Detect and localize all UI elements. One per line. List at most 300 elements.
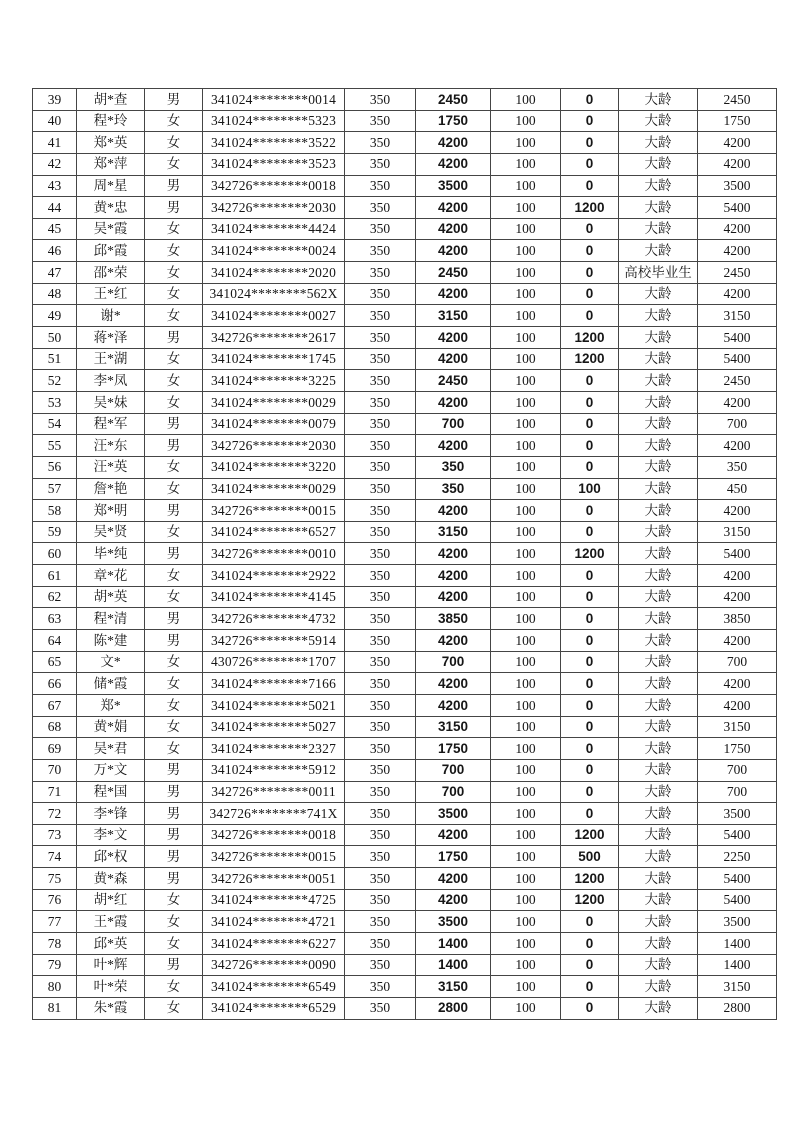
total-amount-cell: 1750: [698, 110, 777, 132]
subsidy-amount-cell: 350: [416, 478, 491, 500]
total-amount-cell: 4200: [698, 132, 777, 154]
name-cell: 吴*妹: [77, 391, 145, 413]
fee-amount-cell: 100: [491, 153, 561, 175]
category-cell: 大龄: [619, 391, 698, 413]
row-number-cell: 41: [33, 132, 77, 154]
gender-cell: 女: [145, 391, 203, 413]
fee-amount-cell: 100: [491, 651, 561, 673]
category-cell: 大龄: [619, 110, 698, 132]
fee-amount-cell: 100: [491, 132, 561, 154]
fee-amount-cell: 100: [491, 976, 561, 998]
base-amount-cell: 350: [345, 153, 416, 175]
id-number-cell: 341024********6527: [203, 521, 345, 543]
row-number-cell: 64: [33, 630, 77, 652]
table-row: [33, 500, 777, 522]
gender-cell: 男: [145, 435, 203, 457]
subsidy-amount-cell: 1750: [416, 110, 491, 132]
extra-subsidy-cell: 1200: [561, 197, 619, 219]
total-amount-cell: 3850: [698, 608, 777, 630]
fee-amount-cell: 100: [491, 543, 561, 565]
gender-cell: 女: [145, 240, 203, 262]
total-amount-cell: 4200: [698, 218, 777, 240]
base-amount-cell: 350: [345, 197, 416, 219]
category-cell: 大龄: [619, 543, 698, 565]
subsidy-amount-cell: 700: [416, 781, 491, 803]
subsidy-amount-cell: 4200: [416, 543, 491, 565]
fee-amount-cell: 100: [491, 500, 561, 522]
id-number-cell: 341024********1745: [203, 348, 345, 370]
gender-cell: 女: [145, 586, 203, 608]
row-number-cell: 65: [33, 651, 77, 673]
fee-amount-cell: 100: [491, 630, 561, 652]
id-number-cell: 341024********4145: [203, 586, 345, 608]
fee-amount-cell: 100: [491, 478, 561, 500]
extra-subsidy-cell: 1200: [561, 868, 619, 890]
extra-subsidy-cell: 0: [561, 521, 619, 543]
category-cell: 大龄: [619, 478, 698, 500]
base-amount-cell: 350: [345, 218, 416, 240]
total-amount-cell: 2450: [698, 89, 777, 111]
row-number-cell: 78: [33, 932, 77, 954]
extra-subsidy-cell: 0: [561, 954, 619, 976]
category-cell: 大龄: [619, 521, 698, 543]
id-number-cell: 342726********0018: [203, 824, 345, 846]
subsidy-amount-cell: 4200: [416, 132, 491, 154]
base-amount-cell: 350: [345, 327, 416, 349]
id-number-cell: 342726********4732: [203, 608, 345, 630]
id-number-cell: 341024********3523: [203, 153, 345, 175]
total-amount-cell: 1400: [698, 954, 777, 976]
fee-amount-cell: 100: [491, 197, 561, 219]
table-row: [33, 132, 777, 154]
base-amount-cell: 350: [345, 911, 416, 933]
base-amount-cell: 350: [345, 586, 416, 608]
subsidy-amount-cell: 700: [416, 759, 491, 781]
subsidy-amount-cell: 4200: [416, 240, 491, 262]
category-cell: 大龄: [619, 716, 698, 738]
fee-amount-cell: 100: [491, 997, 561, 1019]
base-amount-cell: 350: [345, 954, 416, 976]
category-cell: 大龄: [619, 673, 698, 695]
extra-subsidy-cell: 100: [561, 478, 619, 500]
extra-subsidy-cell: 0: [561, 305, 619, 327]
table-row: [33, 738, 777, 760]
total-amount-cell: 700: [698, 651, 777, 673]
fee-amount-cell: 100: [491, 846, 561, 868]
name-cell: 汪*英: [77, 456, 145, 478]
id-number-cell: 430726********1707: [203, 651, 345, 673]
category-cell: 大龄: [619, 456, 698, 478]
table-row: [33, 586, 777, 608]
extra-subsidy-cell: 0: [561, 630, 619, 652]
id-number-cell: 341024********5323: [203, 110, 345, 132]
gender-cell: 女: [145, 932, 203, 954]
fee-amount-cell: 100: [491, 305, 561, 327]
base-amount-cell: 350: [345, 240, 416, 262]
row-number-cell: 44: [33, 197, 77, 219]
extra-subsidy-cell: 0: [561, 413, 619, 435]
category-cell: 大龄: [619, 889, 698, 911]
table-row: [33, 197, 777, 219]
fee-amount-cell: 100: [491, 240, 561, 262]
id-number-cell: 341024********0029: [203, 478, 345, 500]
category-cell: 大龄: [619, 824, 698, 846]
total-amount-cell: 3500: [698, 803, 777, 825]
name-cell: 周*星: [77, 175, 145, 197]
gender-cell: 男: [145, 824, 203, 846]
base-amount-cell: 350: [345, 543, 416, 565]
fee-amount-cell: 100: [491, 824, 561, 846]
subsidy-amount-cell: 3150: [416, 716, 491, 738]
subsidy-amount-cell: 4200: [416, 348, 491, 370]
row-number-cell: 74: [33, 846, 77, 868]
fee-amount-cell: 100: [491, 738, 561, 760]
subsidy-amount-cell: 350: [416, 456, 491, 478]
total-amount-cell: 5400: [698, 868, 777, 890]
category-cell: 大龄: [619, 413, 698, 435]
table-row: [33, 868, 777, 890]
row-number-cell: 77: [33, 911, 77, 933]
gender-cell: 女: [145, 976, 203, 998]
name-cell: 万*文: [77, 759, 145, 781]
gender-cell: 女: [145, 911, 203, 933]
row-number-cell: 50: [33, 327, 77, 349]
id-number-cell: 341024********6549: [203, 976, 345, 998]
base-amount-cell: 350: [345, 565, 416, 587]
subsidy-amount-cell: 4200: [416, 673, 491, 695]
id-number-cell: 342726********0011: [203, 781, 345, 803]
table-row: [33, 673, 777, 695]
id-number-cell: 341024********4721: [203, 911, 345, 933]
subsidy-table: [32, 88, 777, 1020]
fee-amount-cell: 100: [491, 716, 561, 738]
name-cell: 叶*辉: [77, 954, 145, 976]
gender-cell: 女: [145, 348, 203, 370]
total-amount-cell: 450: [698, 478, 777, 500]
fee-amount-cell: 100: [491, 89, 561, 111]
row-number-cell: 54: [33, 413, 77, 435]
row-number-cell: 40: [33, 110, 77, 132]
gender-cell: 男: [145, 327, 203, 349]
category-cell: 大龄: [619, 218, 698, 240]
name-cell: 黄*森: [77, 868, 145, 890]
extra-subsidy-cell: 0: [561, 781, 619, 803]
subsidy-amount-cell: 4200: [416, 868, 491, 890]
name-cell: 黄*娟: [77, 716, 145, 738]
row-number-cell: 53: [33, 391, 77, 413]
row-number-cell: 46: [33, 240, 77, 262]
name-cell: 叶*荣: [77, 976, 145, 998]
id-number-cell: 342726********0090: [203, 954, 345, 976]
total-amount-cell: 700: [698, 759, 777, 781]
row-number-cell: 70: [33, 759, 77, 781]
subsidy-amount-cell: 4200: [416, 565, 491, 587]
subsidy-amount-cell: 2450: [416, 89, 491, 111]
gender-cell: 女: [145, 153, 203, 175]
table-row: [33, 305, 777, 327]
extra-subsidy-cell: 0: [561, 132, 619, 154]
total-amount-cell: 3150: [698, 305, 777, 327]
id-number-cell: 342726********0015: [203, 846, 345, 868]
subsidy-amount-cell: 4200: [416, 630, 491, 652]
gender-cell: 男: [145, 500, 203, 522]
name-cell: 汪*东: [77, 435, 145, 457]
table-row: [33, 630, 777, 652]
id-number-cell: 341024********2922: [203, 565, 345, 587]
table-row: [33, 543, 777, 565]
fee-amount-cell: 100: [491, 370, 561, 392]
row-number-cell: 48: [33, 283, 77, 305]
name-cell: 储*霞: [77, 673, 145, 695]
table-row: [33, 110, 777, 132]
id-number-cell: 341024********5021: [203, 694, 345, 716]
table-row: [33, 283, 777, 305]
total-amount-cell: 4200: [698, 283, 777, 305]
extra-subsidy-cell: 0: [561, 175, 619, 197]
row-number-cell: 58: [33, 500, 77, 522]
base-amount-cell: 350: [345, 348, 416, 370]
name-cell: 邵*荣: [77, 262, 145, 284]
extra-subsidy-cell: 1200: [561, 348, 619, 370]
name-cell: 陈*建: [77, 630, 145, 652]
subsidy-amount-cell: 4200: [416, 391, 491, 413]
category-cell: 大龄: [619, 240, 698, 262]
id-number-cell: 341024********3220: [203, 456, 345, 478]
total-amount-cell: 3150: [698, 521, 777, 543]
base-amount-cell: 350: [345, 391, 416, 413]
extra-subsidy-cell: 0: [561, 435, 619, 457]
row-number-cell: 52: [33, 370, 77, 392]
id-number-cell: 342726********5914: [203, 630, 345, 652]
gender-cell: 女: [145, 370, 203, 392]
total-amount-cell: 1400: [698, 932, 777, 954]
total-amount-cell: 5400: [698, 327, 777, 349]
fee-amount-cell: 100: [491, 868, 561, 890]
fee-amount-cell: 100: [491, 110, 561, 132]
gender-cell: 男: [145, 630, 203, 652]
subsidy-amount-cell: 700: [416, 651, 491, 673]
base-amount-cell: 350: [345, 175, 416, 197]
category-cell: 大龄: [619, 305, 698, 327]
total-amount-cell: 4200: [698, 391, 777, 413]
name-cell: 王*霞: [77, 911, 145, 933]
category-cell: 大龄: [619, 738, 698, 760]
category-cell: 大龄: [619, 911, 698, 933]
subsidy-amount-cell: 3150: [416, 976, 491, 998]
base-amount-cell: 350: [345, 608, 416, 630]
id-number-cell: 341024********2020: [203, 262, 345, 284]
subsidy-amount-cell: 1400: [416, 954, 491, 976]
category-cell: 高校毕业生: [619, 262, 698, 284]
table-row: [33, 89, 777, 111]
extra-subsidy-cell: 0: [561, 283, 619, 305]
name-cell: 程*玲: [77, 110, 145, 132]
fee-amount-cell: 100: [491, 565, 561, 587]
extra-subsidy-cell: 0: [561, 262, 619, 284]
category-cell: 大龄: [619, 89, 698, 111]
table-row: [33, 327, 777, 349]
id-number-cell: 341024********5027: [203, 716, 345, 738]
base-amount-cell: 350: [345, 889, 416, 911]
base-amount-cell: 350: [345, 283, 416, 305]
category-cell: 大龄: [619, 435, 698, 457]
category-cell: 大龄: [619, 846, 698, 868]
subsidy-amount-cell: 3850: [416, 608, 491, 630]
row-number-cell: 80: [33, 976, 77, 998]
gender-cell: 女: [145, 218, 203, 240]
fee-amount-cell: 100: [491, 954, 561, 976]
id-number-cell: 341024********0027: [203, 305, 345, 327]
base-amount-cell: 350: [345, 673, 416, 695]
subsidy-amount-cell: 4200: [416, 435, 491, 457]
base-amount-cell: 350: [345, 759, 416, 781]
gender-cell: 女: [145, 997, 203, 1019]
id-number-cell: 342726********2030: [203, 435, 345, 457]
gender-cell: 女: [145, 673, 203, 695]
extra-subsidy-cell: 0: [561, 997, 619, 1019]
id-number-cell: 342726********0010: [203, 543, 345, 565]
total-amount-cell: 3150: [698, 976, 777, 998]
base-amount-cell: 350: [345, 803, 416, 825]
extra-subsidy-cell: 0: [561, 673, 619, 695]
table-body: [33, 89, 777, 1020]
base-amount-cell: 350: [345, 738, 416, 760]
base-amount-cell: 350: [345, 500, 416, 522]
extra-subsidy-cell: 0: [561, 608, 619, 630]
name-cell: 吴*君: [77, 738, 145, 760]
gender-cell: 女: [145, 521, 203, 543]
category-cell: 大龄: [619, 175, 698, 197]
id-number-cell: 342726********2617: [203, 327, 345, 349]
row-number-cell: 42: [33, 153, 77, 175]
extra-subsidy-cell: 1200: [561, 543, 619, 565]
fee-amount-cell: 100: [491, 218, 561, 240]
fee-amount-cell: 100: [491, 803, 561, 825]
base-amount-cell: 350: [345, 630, 416, 652]
row-number-cell: 61: [33, 565, 77, 587]
gender-cell: 男: [145, 543, 203, 565]
table-row: [33, 911, 777, 933]
row-number-cell: 60: [33, 543, 77, 565]
extra-subsidy-cell: 0: [561, 716, 619, 738]
base-amount-cell: 350: [345, 716, 416, 738]
total-amount-cell: 1750: [698, 738, 777, 760]
row-number-cell: 45: [33, 218, 77, 240]
total-amount-cell: 700: [698, 781, 777, 803]
gender-cell: 女: [145, 565, 203, 587]
base-amount-cell: 350: [345, 305, 416, 327]
row-number-cell: 51: [33, 348, 77, 370]
total-amount-cell: 4200: [698, 694, 777, 716]
base-amount-cell: 350: [345, 997, 416, 1019]
row-number-cell: 57: [33, 478, 77, 500]
subsidy-amount-cell: 4200: [416, 197, 491, 219]
gender-cell: 男: [145, 89, 203, 111]
total-amount-cell: 4200: [698, 435, 777, 457]
subsidy-amount-cell: 3500: [416, 175, 491, 197]
name-cell: 章*花: [77, 565, 145, 587]
fee-amount-cell: 100: [491, 932, 561, 954]
row-number-cell: 72: [33, 803, 77, 825]
table-row: [33, 218, 777, 240]
table-row: [33, 889, 777, 911]
id-number-cell: 341024********3522: [203, 132, 345, 154]
base-amount-cell: 350: [345, 478, 416, 500]
row-number-cell: 71: [33, 781, 77, 803]
subsidy-amount-cell: 4200: [416, 153, 491, 175]
table-row: [33, 370, 777, 392]
name-cell: 郑*萍: [77, 153, 145, 175]
name-cell: 詹*艳: [77, 478, 145, 500]
name-cell: 胡*英: [77, 586, 145, 608]
extra-subsidy-cell: 1200: [561, 327, 619, 349]
category-cell: 大龄: [619, 694, 698, 716]
id-number-cell: 341024********6529: [203, 997, 345, 1019]
name-cell: 吴*贤: [77, 521, 145, 543]
table-row: [33, 153, 777, 175]
total-amount-cell: 3500: [698, 911, 777, 933]
extra-subsidy-cell: 500: [561, 846, 619, 868]
category-cell: 大龄: [619, 976, 698, 998]
row-number-cell: 66: [33, 673, 77, 695]
id-number-cell: 342726********0015: [203, 500, 345, 522]
extra-subsidy-cell: 0: [561, 694, 619, 716]
category-cell: 大龄: [619, 153, 698, 175]
table-row: [33, 824, 777, 846]
extra-subsidy-cell: 0: [561, 370, 619, 392]
row-number-cell: 63: [33, 608, 77, 630]
total-amount-cell: 5400: [698, 824, 777, 846]
extra-subsidy-cell: 0: [561, 803, 619, 825]
subsidy-amount-cell: 700: [416, 413, 491, 435]
gender-cell: 女: [145, 110, 203, 132]
fee-amount-cell: 100: [491, 759, 561, 781]
name-cell: 李*文: [77, 824, 145, 846]
extra-subsidy-cell: 0: [561, 218, 619, 240]
name-cell: 文*: [77, 651, 145, 673]
name-cell: 程*军: [77, 413, 145, 435]
total-amount-cell: 5400: [698, 348, 777, 370]
gender-cell: 男: [145, 413, 203, 435]
category-cell: 大龄: [619, 370, 698, 392]
row-number-cell: 75: [33, 868, 77, 890]
gender-cell: 女: [145, 283, 203, 305]
row-number-cell: 56: [33, 456, 77, 478]
fee-amount-cell: 100: [491, 327, 561, 349]
extra-subsidy-cell: 0: [561, 932, 619, 954]
name-cell: 谢*: [77, 305, 145, 327]
extra-subsidy-cell: 0: [561, 738, 619, 760]
id-number-cell: 341024********2327: [203, 738, 345, 760]
name-cell: 黄*忠: [77, 197, 145, 219]
subsidy-amount-cell: 4200: [416, 327, 491, 349]
gender-cell: 女: [145, 262, 203, 284]
id-number-cell: 341024********5912: [203, 759, 345, 781]
total-amount-cell: 4200: [698, 673, 777, 695]
extra-subsidy-cell: 0: [561, 240, 619, 262]
fee-amount-cell: 100: [491, 694, 561, 716]
id-number-cell: 341024********4424: [203, 218, 345, 240]
table-row: [33, 781, 777, 803]
extra-subsidy-cell: 1200: [561, 824, 619, 846]
gender-cell: 女: [145, 651, 203, 673]
id-number-cell: 342726********741X: [203, 803, 345, 825]
name-cell: 王*红: [77, 283, 145, 305]
gender-cell: 女: [145, 716, 203, 738]
base-amount-cell: 350: [345, 89, 416, 111]
extra-subsidy-cell: 0: [561, 89, 619, 111]
gender-cell: 男: [145, 846, 203, 868]
